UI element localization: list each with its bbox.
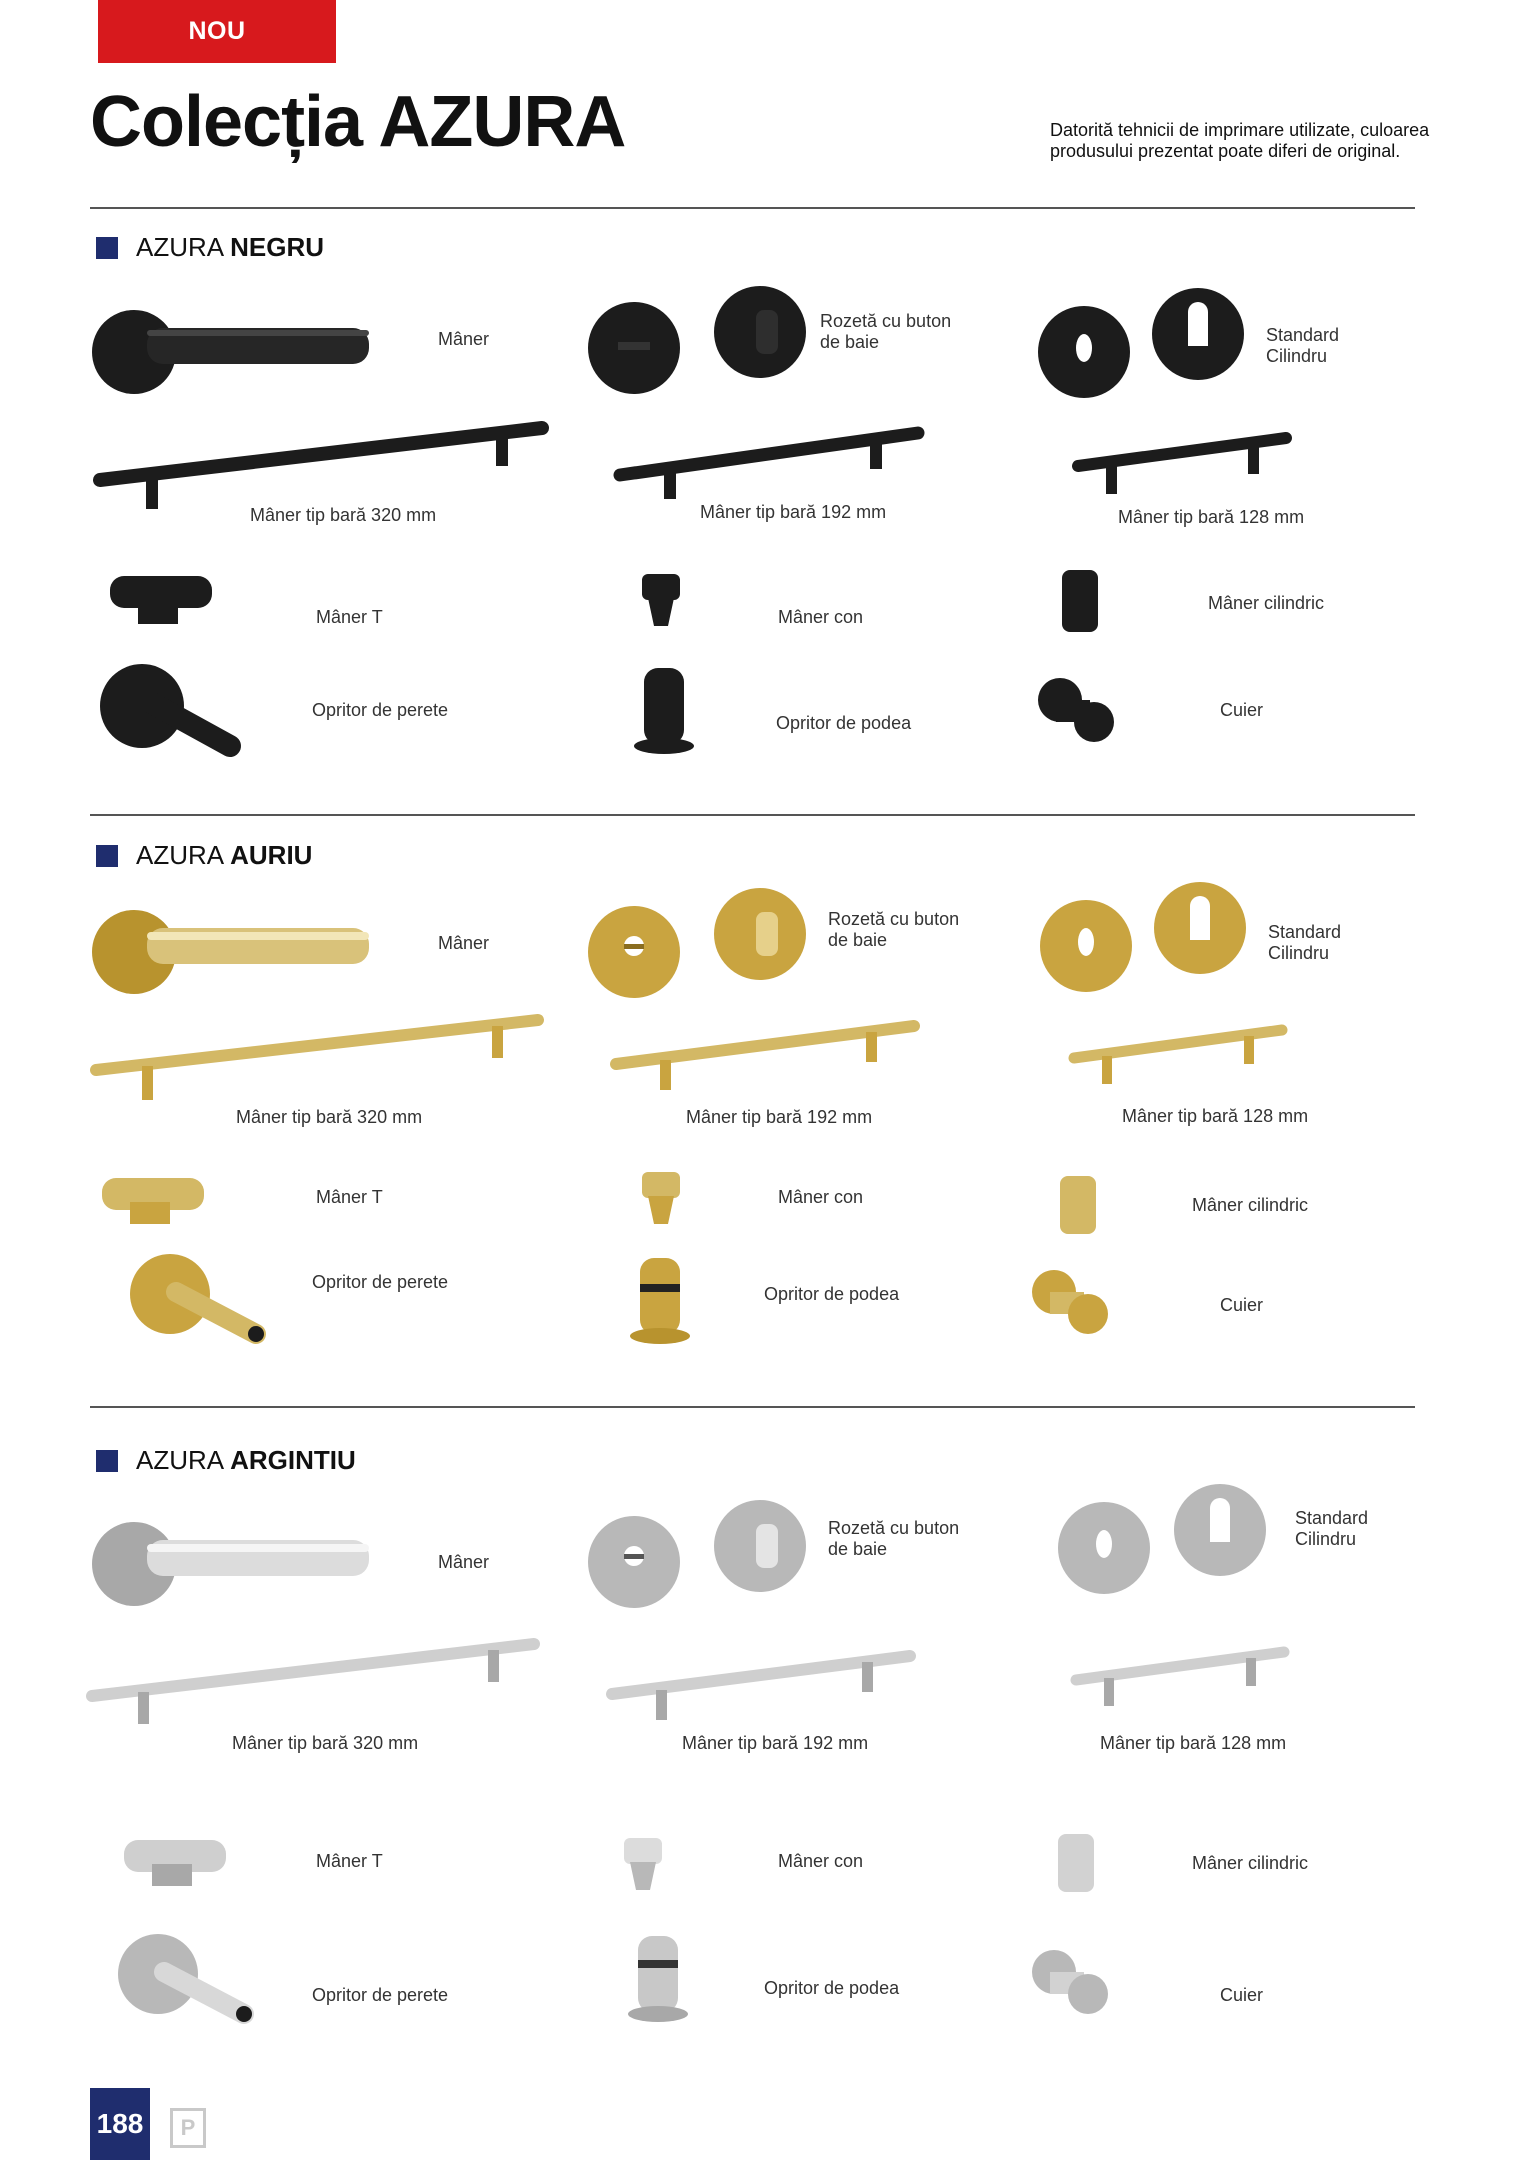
label-rozeta [820, 311, 951, 353]
label-opritor-perete: Opritor de perete [312, 1985, 449, 2005]
section-prefix: AZURA [136, 840, 225, 870]
label-maner: Mâner [438, 329, 490, 349]
label-bara-128: Mâner tip bară 128 mm [1122, 1106, 1309, 1126]
label-maner-cilindric: Mâner cilindric [1192, 1195, 1309, 1215]
bar-handle-192-image [614, 425, 924, 505]
label-maner: Mâner [438, 1552, 490, 1572]
label-opritor-perete: Opritor de perete [312, 1272, 449, 1292]
label-opritor-podea: Opritor de podea [764, 1978, 900, 1998]
label-cuier: Cuier [1220, 700, 1264, 720]
lever-handle-image [92, 900, 382, 1005]
floor-stopper-image [624, 1934, 694, 2024]
section-divider [90, 814, 1415, 816]
section-name: AURIU [230, 840, 313, 870]
lever-handle-image [92, 1512, 382, 1617]
cone-knob-image [638, 1170, 684, 1226]
cylinder-knob-image [1056, 1832, 1096, 1894]
label-standard: Standard [1266, 325, 1340, 345]
label-opritor-podea: Opritor de podea [764, 1284, 900, 1304]
coat-hook-image [1036, 676, 1116, 746]
cone-knob-image [638, 572, 684, 628]
t-knob-image [122, 1834, 232, 1894]
label-cuier: Cuier [1220, 1295, 1264, 1315]
page-number: 188 [90, 2088, 150, 2160]
cone-knob-image [620, 1836, 666, 1892]
label-rozeta-line2: de baie [828, 1539, 888, 1559]
label-bara-192: Mâner tip bară 192 mm [686, 1107, 873, 1127]
section-heading-auriu [96, 840, 312, 871]
bar-handle-128-image [1068, 1022, 1288, 1092]
section-marker [96, 845, 118, 867]
section-marker [96, 237, 118, 259]
section-marker [96, 1450, 118, 1472]
cylinder-knob-image [1060, 568, 1100, 634]
bar-handle-128-image [1072, 430, 1292, 500]
label-maner-con: Mâner con [778, 1851, 864, 1871]
floor-stopper-image [626, 1256, 696, 1346]
section-name: ARGINTIU [230, 1445, 356, 1475]
coat-hook-image [1030, 1948, 1110, 2018]
page-title: Colecția AZURA [90, 82, 626, 162]
label-bara-320: Mâner tip bară 320 mm [236, 1107, 423, 1127]
label-standard: Standard [1268, 922, 1342, 942]
label-bara-192: Mâner tip bară 192 mm [682, 1733, 869, 1753]
label-standard-cilindru [1266, 325, 1339, 367]
label-rozeta-line2: de baie [828, 930, 888, 950]
key-rosettes-image [1038, 284, 1248, 404]
color-disclaimer: Datorită tehnicii de imprimare utilizate, culoarea produsului prezentat poate diferi de original. [1050, 120, 1430, 161]
label-maner-t: Mâner T [316, 607, 383, 627]
label-rozeta-line2: de baie [820, 332, 880, 352]
label-maner-con: Mâner con [778, 607, 864, 627]
label-bara-320: Mâner tip bară 320 mm [232, 1733, 419, 1753]
bathroom-rosette-image [588, 280, 818, 405]
new-badge: NOU [98, 0, 336, 63]
section-divider [90, 207, 1415, 209]
bar-handle-192-image [606, 1648, 916, 1728]
section-divider [90, 1406, 1415, 1408]
label-standard-cilindru [1268, 922, 1341, 964]
label-rozeta [828, 1518, 959, 1560]
label-bara-128: Mâner tip bară 128 mm [1118, 507, 1305, 527]
label-bara-128: Mâner tip bară 128 mm [1100, 1733, 1287, 1753]
label-standard-cilindru [1295, 1508, 1368, 1550]
label-maner-cilindric: Mâner cilindric [1208, 593, 1325, 613]
brand-logo: P [170, 2108, 206, 2148]
label-cuier: Cuier [1220, 1985, 1264, 2005]
cylinder-knob-image [1058, 1174, 1098, 1236]
bathroom-rosette-image [588, 1490, 818, 1615]
bar-handle-320-image [88, 1636, 540, 1726]
section-heading-negru [96, 232, 324, 263]
bathroom-rosette-image [588, 882, 818, 1007]
label-cilindru: Cilindru [1268, 943, 1330, 963]
bar-handle-320-image [92, 1012, 544, 1102]
label-opritor-podea: Opritor de podea [776, 713, 912, 733]
floor-stopper-image [630, 666, 700, 756]
label-rozeta-line1: Rozetă cu buton [828, 909, 960, 929]
section-heading-argintiu [96, 1445, 356, 1476]
label-standard: Standard [1295, 1508, 1369, 1528]
wall-stopper-image [100, 662, 240, 762]
label-rozeta-line1: Rozetă cu buton [820, 311, 952, 331]
key-rosettes-image [1040, 878, 1250, 998]
section-prefix: AZURA [136, 232, 225, 262]
coat-hook-image [1030, 1268, 1110, 1338]
label-opritor-perete: Opritor de perete [312, 700, 449, 720]
t-knob-image [100, 1172, 210, 1232]
label-maner-con: Mâner con [778, 1187, 864, 1207]
label-maner: Mâner [438, 933, 490, 953]
label-maner-t: Mâner T [316, 1851, 383, 1871]
key-rosettes-image [1056, 1480, 1276, 1600]
wall-stopper-image [130, 1252, 270, 1352]
t-knob-image [108, 570, 218, 630]
label-rozeta-line1: Rozetă cu buton [828, 1518, 960, 1538]
bar-handle-128-image [1070, 1644, 1290, 1714]
bar-handle-192-image [610, 1018, 920, 1098]
label-rozeta [828, 909, 959, 951]
section-prefix: AZURA [136, 1445, 225, 1475]
section-name: NEGRU [230, 232, 325, 262]
label-maner-cilindric: Mâner cilindric [1192, 1853, 1309, 1873]
label-cilindru: Cilindru [1295, 1529, 1357, 1549]
label-cilindru: Cilindru [1266, 346, 1328, 366]
label-bara-192: Mâner tip bară 192 mm [700, 502, 887, 522]
lever-handle-image [92, 300, 382, 405]
label-bara-320: Mâner tip bară 320 mm [250, 505, 437, 525]
label-maner-t: Mâner T [316, 1187, 383, 1207]
wall-stopper-image [118, 1932, 258, 2032]
bar-handle-320-image [96, 420, 548, 510]
